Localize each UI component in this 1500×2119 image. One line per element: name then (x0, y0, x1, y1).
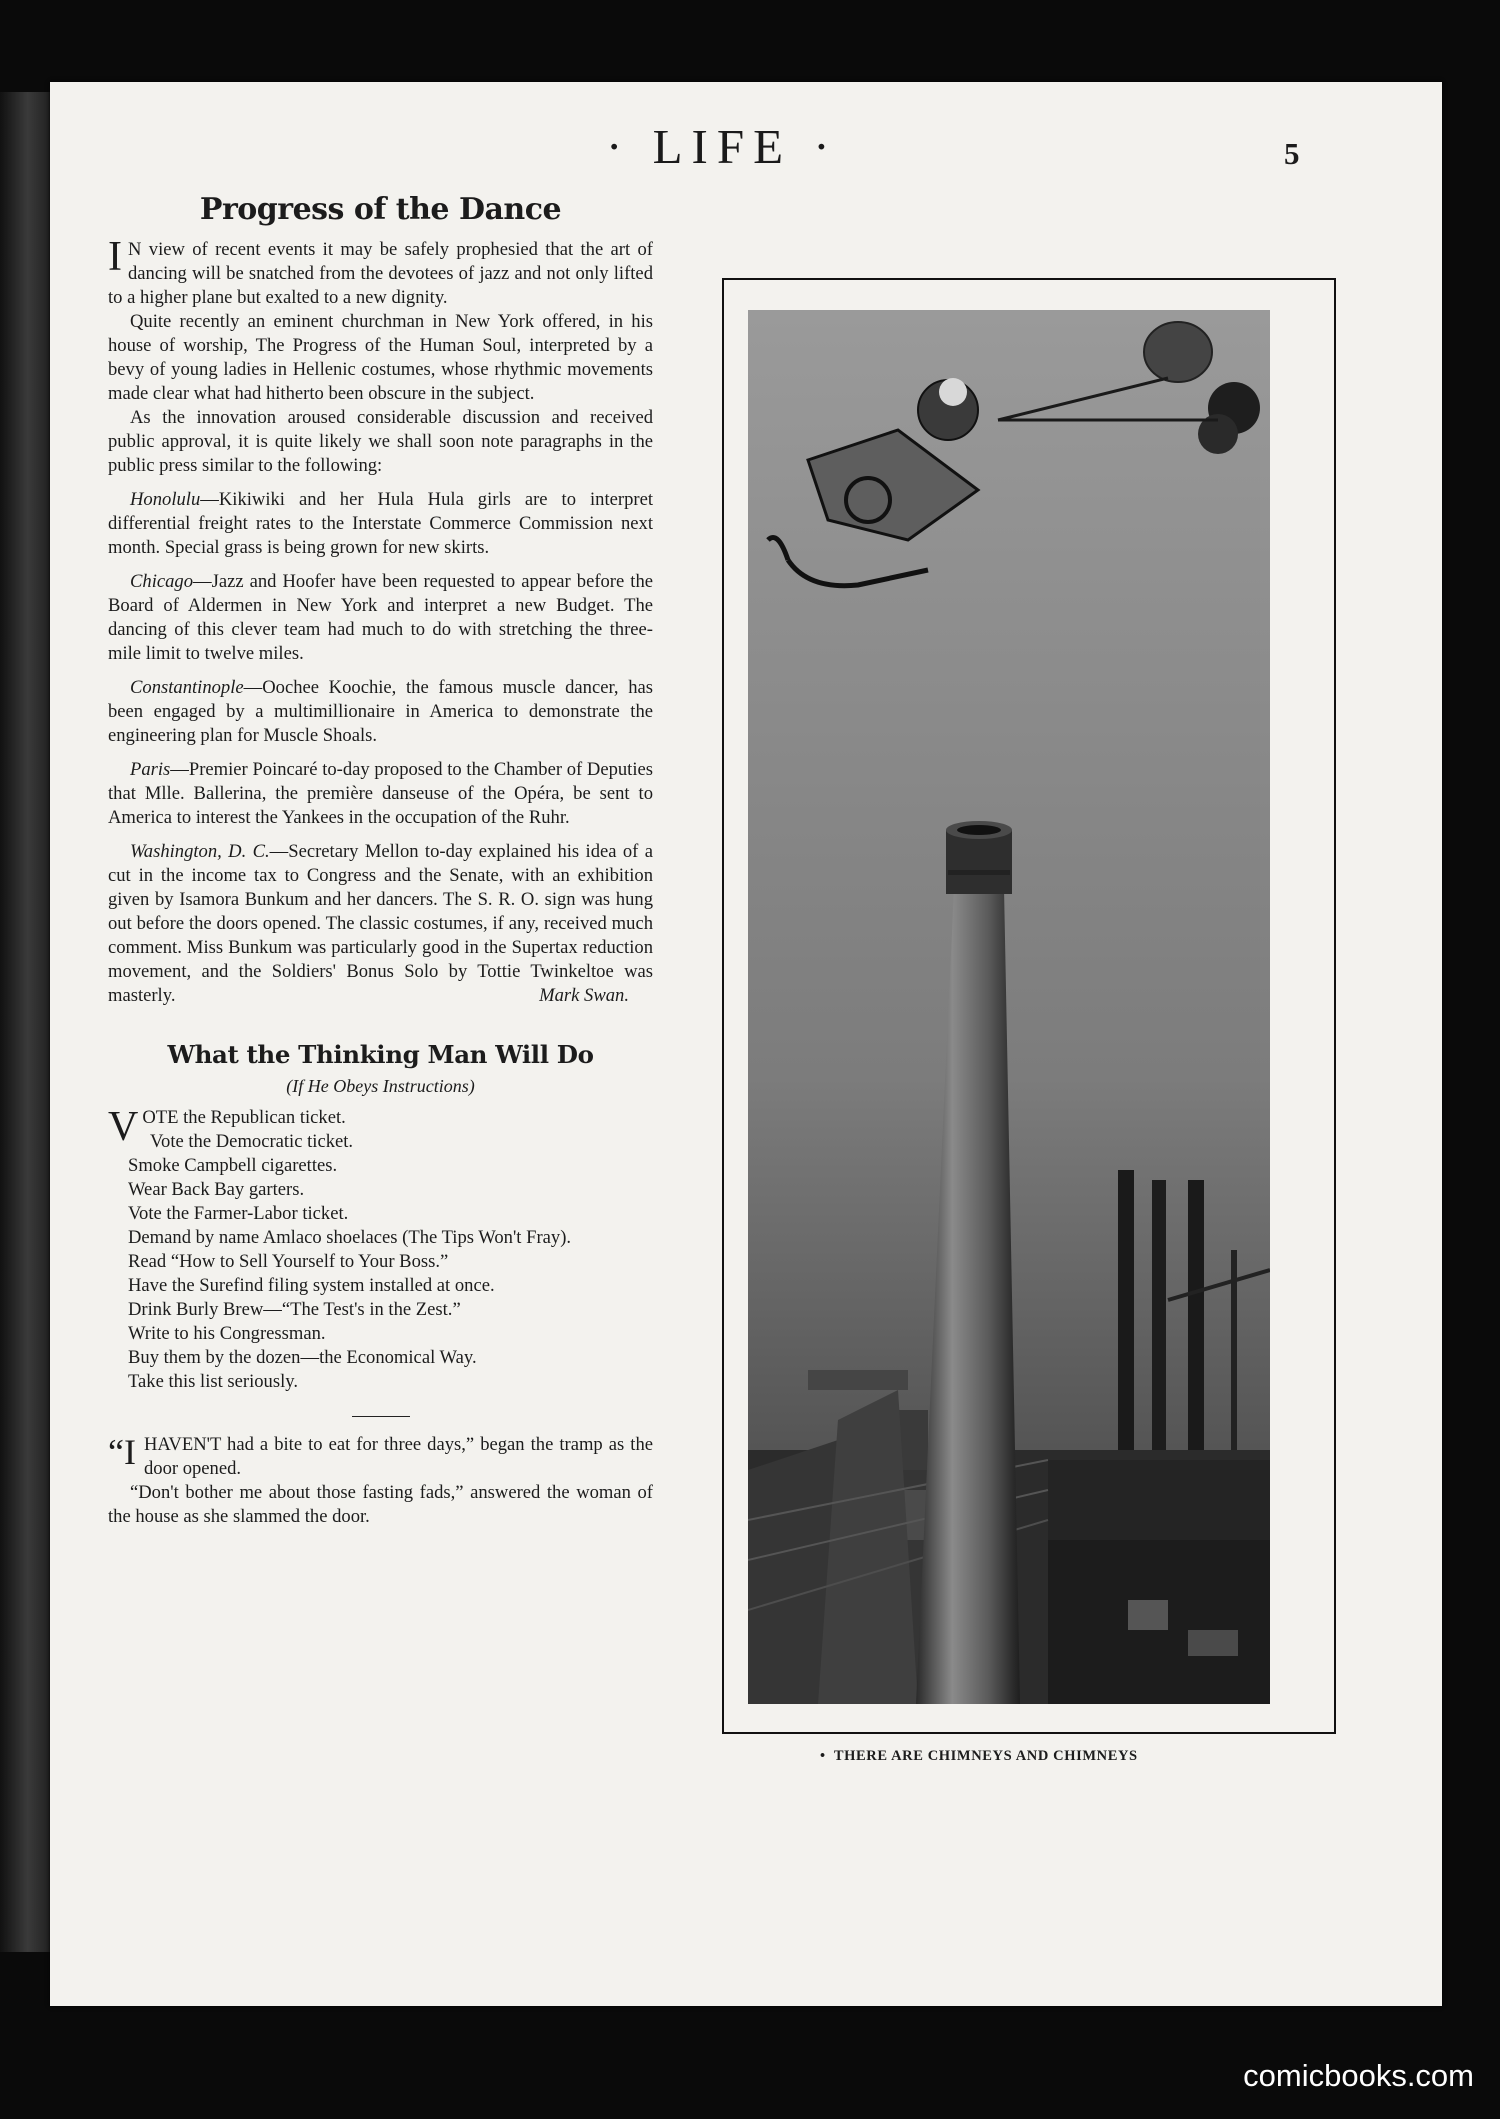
joke-text: HAVEN'T had a bite to eat for three days,” began the tramp as the door opened. (143, 1434, 653, 1479)
dateline: Chicago (130, 571, 194, 592)
news-item (108, 840, 653, 1008)
news-text: —Oochee Koochie, the famous muscle dancer, has been engaged by a multimillionaire in America to demonstrate the engineering plan for Muscle Shoals. (108, 677, 653, 746)
news-text: —Jazz and Hoofer have been requested to appear before the Board of Aldermen in New York and interpret a new Budget. The dancing of this clever team had much to do with stretching the three-mile limit to twelve miles. (108, 571, 653, 664)
article-subtitle: (If He Obeys Instructions) (286, 1076, 475, 1096)
list-item-text: OTE the Republican ticket. (142, 1107, 346, 1128)
list-item: Vote the Democratic ticket. (150, 1131, 354, 1152)
news-item (108, 676, 653, 748)
news-text: —Premier Poincaré to-day proposed to the Chamber of Deputies that Mlle. Ballerina, the première danseuse of the Opéra, be sent to America to interest the Yankees in the occupation of the Ruhr. (108, 759, 653, 828)
article-title: What the Thinking Man Will Do (167, 1040, 594, 1069)
list-item: Vote the Farmer-Labor ticket. (128, 1203, 349, 1224)
list-item: Smoke Campbell cigarettes. (128, 1155, 338, 1176)
list-item: Have the Surefind filing system installed at once. (128, 1275, 495, 1296)
book-spine (0, 92, 50, 1952)
balloon (1144, 322, 1212, 382)
section-divider (352, 1416, 410, 1417)
list-item: Read “How to Sell Yourself to Your Boss.” (128, 1251, 449, 1272)
illustration-drawing (748, 310, 1270, 1704)
news-item (108, 570, 653, 666)
dateline: Honolulu (130, 489, 201, 510)
joke-paragraph: “Don't bother me about those fasting fads,” answered the woman of the house as she slammed the door. (108, 1482, 653, 1527)
dateline: Constantinople (130, 677, 244, 698)
paragraph-text: N view of recent events it may be safely prophesied that the art of dancing will be snatched from the devotees of jazz and not only lifted to a higher plane but exalted to a new dignity. (108, 239, 653, 308)
article-paragraph: Quite recently an eminent churchman in New York offered, in his house of worship, The Progress of the Human Soul, interpreted by a bevy of young ladies in Hellenic costumes, whose rhythmic movements made clear what had hitherto been obscure in the subject. (108, 311, 653, 404)
drop-cap: “I (108, 1432, 136, 1472)
caption-text: THERE ARE CHIMNEYS AND CHIMNEYS (833, 1748, 1138, 1764)
joke-paragraph (108, 1433, 653, 1481)
dateline: Paris (130, 759, 171, 780)
article-title: Progress of the Dance (199, 192, 562, 227)
article-paragraph: As the innovation aroused considerable discussion and received public approval, it is quite likely we shall soon note paragraphs in the public press similar to the following: (108, 407, 653, 476)
list-item: Write to his Congressman. (128, 1323, 326, 1344)
news-item (108, 488, 653, 560)
list-item: Buy them by the dozen—the Economical Way. (128, 1347, 477, 1368)
list-item (108, 1226, 653, 1250)
site-watermark: comicbooks.com (1243, 2058, 1474, 2093)
caption-mark: • (820, 1748, 826, 1764)
list-item: Wear Back Bay garters. (128, 1179, 305, 1200)
article-paragraph (108, 234, 653, 310)
magazine-title: · LIFE · (606, 119, 839, 174)
text-column (108, 190, 653, 1529)
chimney-illustration (748, 310, 1270, 1704)
instruction-list (108, 1106, 653, 1394)
drop-cap: I (108, 234, 122, 280)
illustration-caption (820, 1748, 1138, 1765)
news-text: —Kikiwiki and her Hula Hula girls are to interpret differential freight rates to the Interstate Commerce Commission next month. Special grass is being grown for new skirts. (108, 489, 653, 558)
page-number: 5 (1284, 136, 1300, 171)
list-item: Drink Burly Brew—“The Test's in the Zest.” (128, 1299, 461, 1320)
list-item-text: Demand by name Amlaco shoelaces (The Tips Won't Fray). (128, 1227, 572, 1248)
chimney-top (946, 830, 1012, 894)
dateline: Washington, D. C. (130, 841, 270, 862)
list-item: Take this list seriously. (128, 1371, 298, 1392)
news-text: —Secretary Mellon to-day explained his idea of a cut in the income tax to Congress and the Senate, with an exhibition given by Isamora Bunkum and her dancers. The S. R. O. sign was hung out before the doors opened. The classic costumes, if any, received much comment. Miss Bunkum was particularly good in the Supertax reduction movement, and the Soldiers' Bonus Solo by Tottie Twinkeltoe was masterly. (108, 841, 654, 1006)
news-item (108, 758, 653, 830)
author-signature: Mark Swan. (539, 985, 629, 1006)
drop-cap: V (108, 1104, 139, 1150)
